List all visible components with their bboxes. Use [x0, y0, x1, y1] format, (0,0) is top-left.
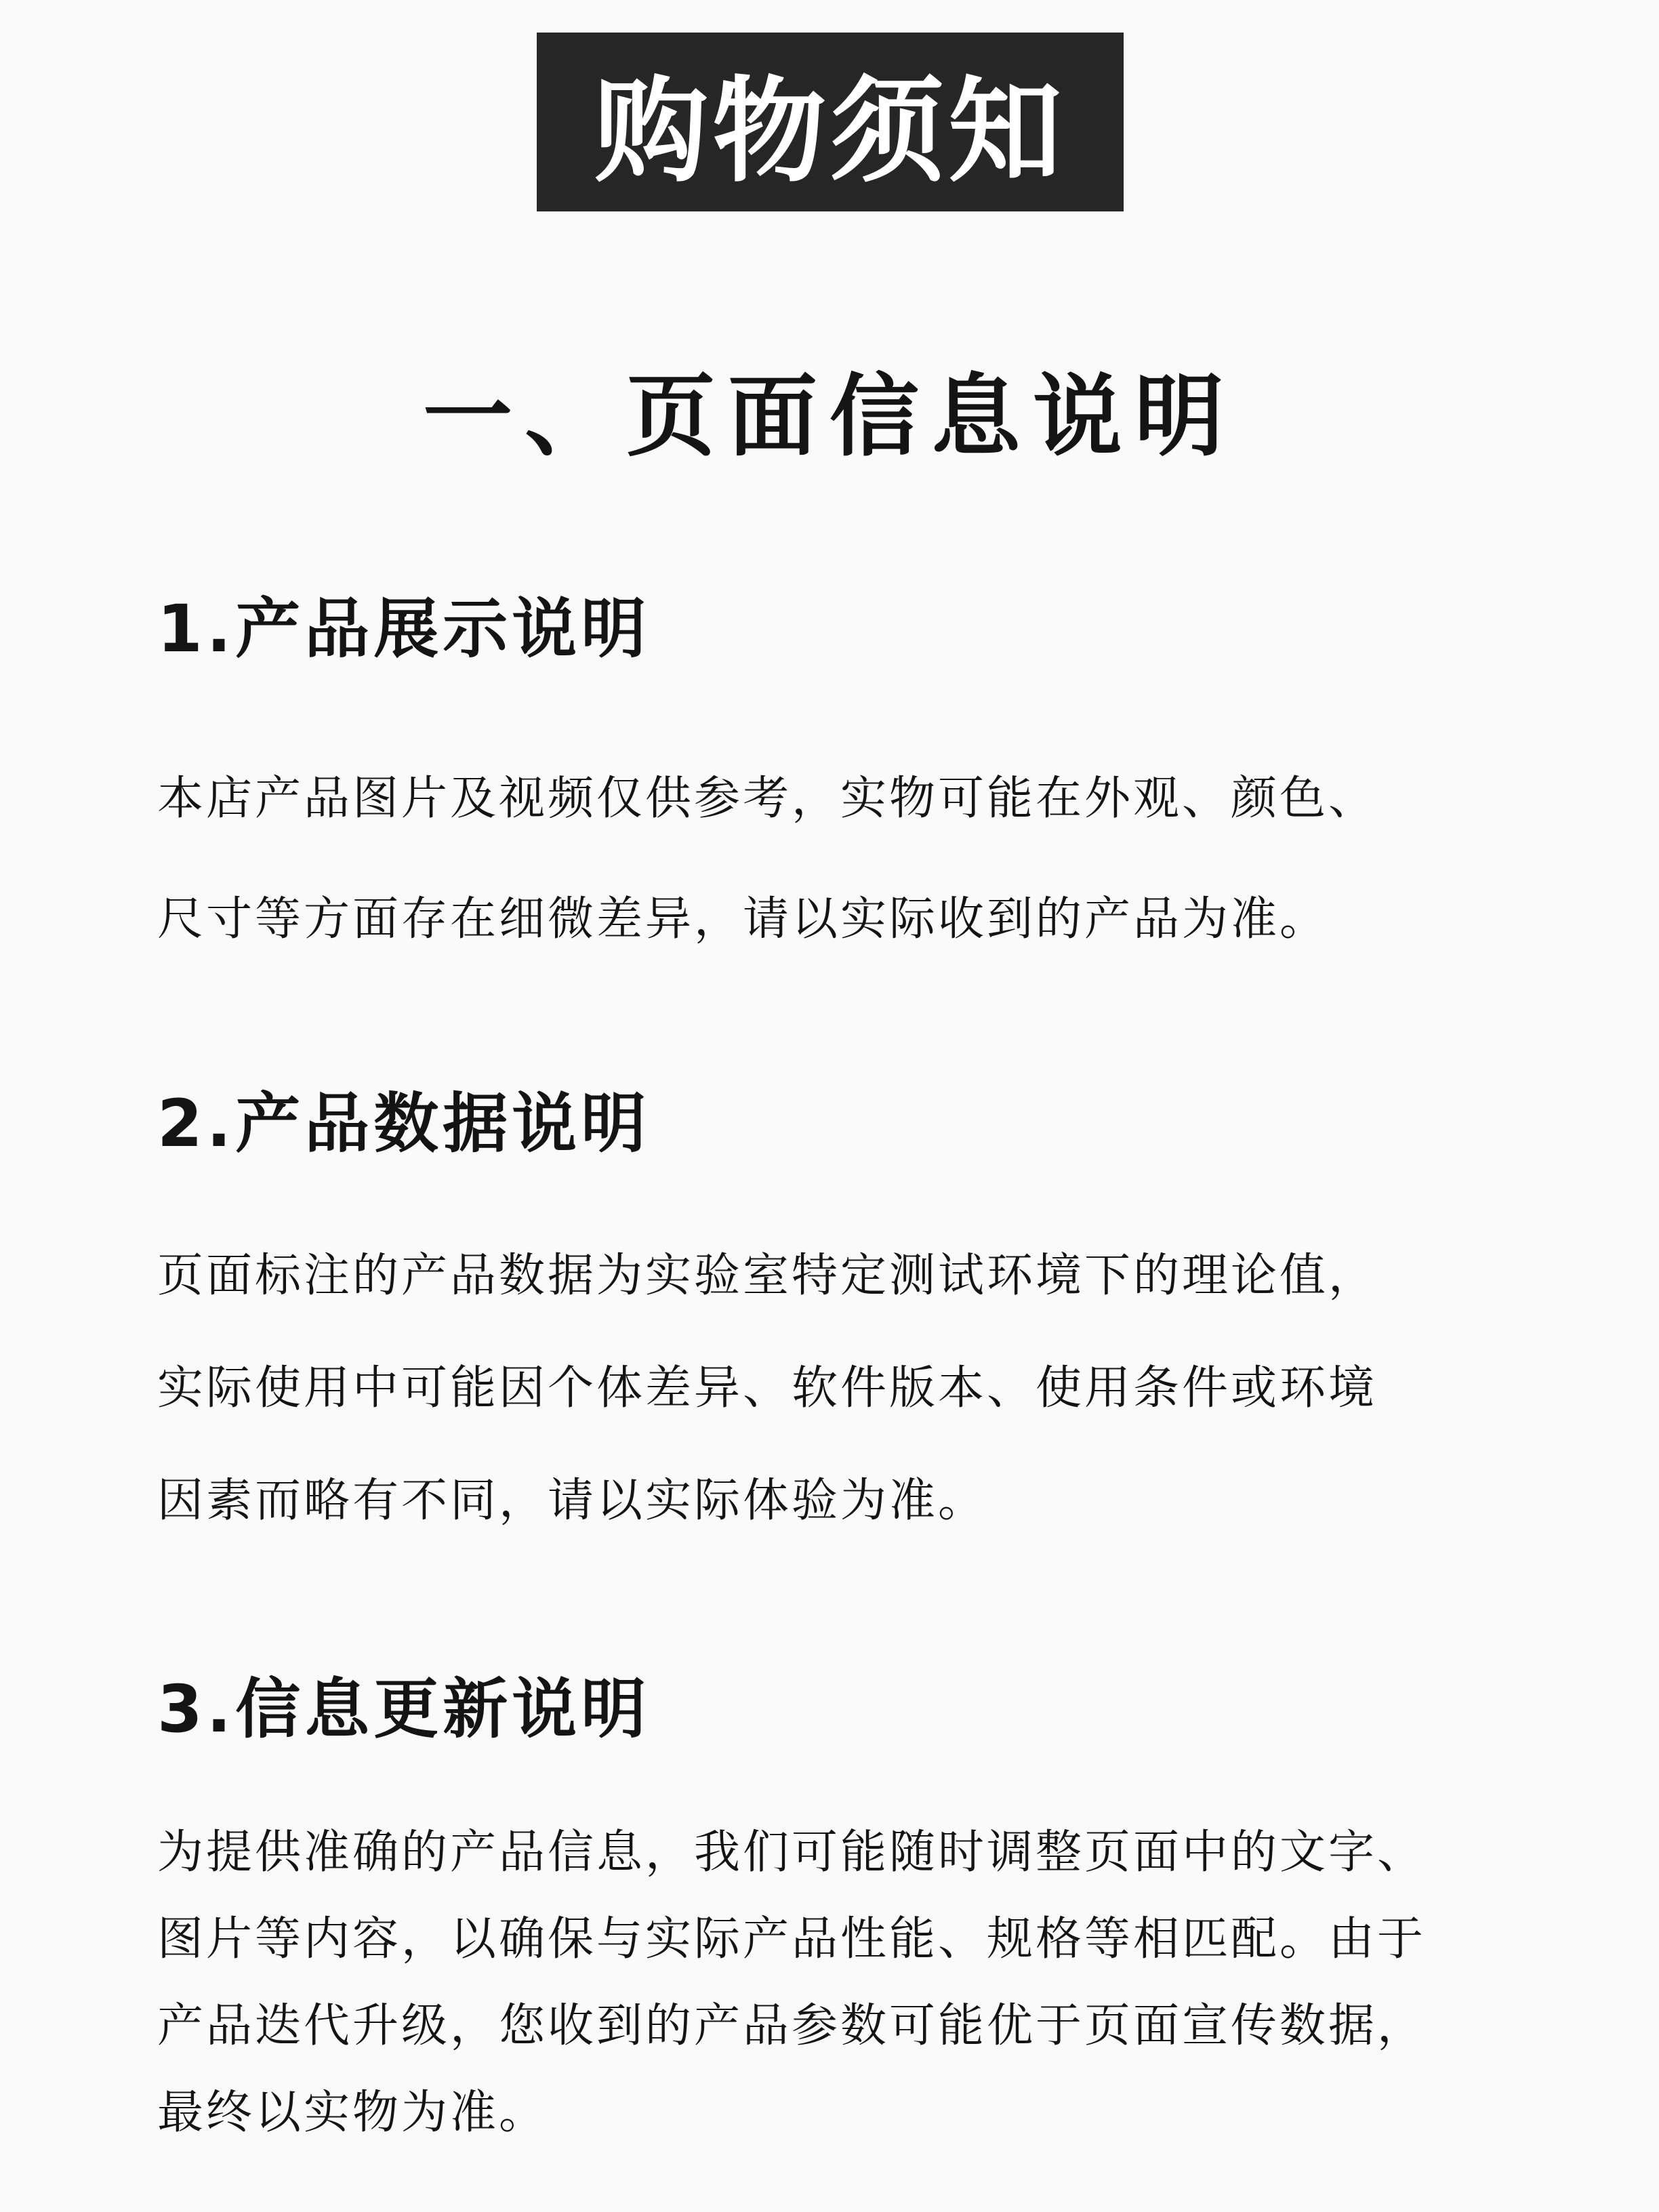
subsection-heading-info-update: 3.信息更新说明	[157, 1671, 651, 1747]
body-line: 页面标注的产品数据为实验室特定测试环境下的理论值，	[157, 1249, 1378, 1303]
subsection-body-product-display	[157, 739, 1377, 980]
page-title-banner	[537, 33, 1124, 211]
body-line: 尺寸等方面存在细微差异，请以实际收到的产品为准。	[157, 893, 1329, 946]
body-line: 最终以实物为准。	[157, 2086, 548, 2139]
body-line: 实际使用中可能因个体差异、软件版本、使用条件或环境	[157, 1361, 1378, 1415]
body-line: 因素而略有不同，请以实际体验为准。	[157, 1474, 987, 1528]
subsection-heading-product-data: 2.产品数据说明	[157, 1086, 651, 1162]
body-line: 产品迭代升级，您收到的产品参数可能优于页面宣传数据，	[157, 1999, 1427, 2053]
section-title: 一、页面信息说明	[423, 365, 1236, 469]
subsection-heading-product-display: 1.产品展示说明	[157, 591, 651, 667]
body-line: 本店产品图片及视频仅供参考，实物可能在外观、颜色、	[157, 772, 1378, 825]
body-line: 图片等内容，以确保与实际产品性能、规格等相匹配。由于	[157, 1912, 1427, 1966]
body-line: 为提供准确的产品信息，我们可能随时调整页面中的文字、	[157, 1826, 1427, 1879]
subsection-body-product-data	[157, 1220, 1377, 1557]
subsection-body-info-update	[157, 1809, 1426, 2156]
page-title: 购物须知	[594, 64, 1066, 198]
